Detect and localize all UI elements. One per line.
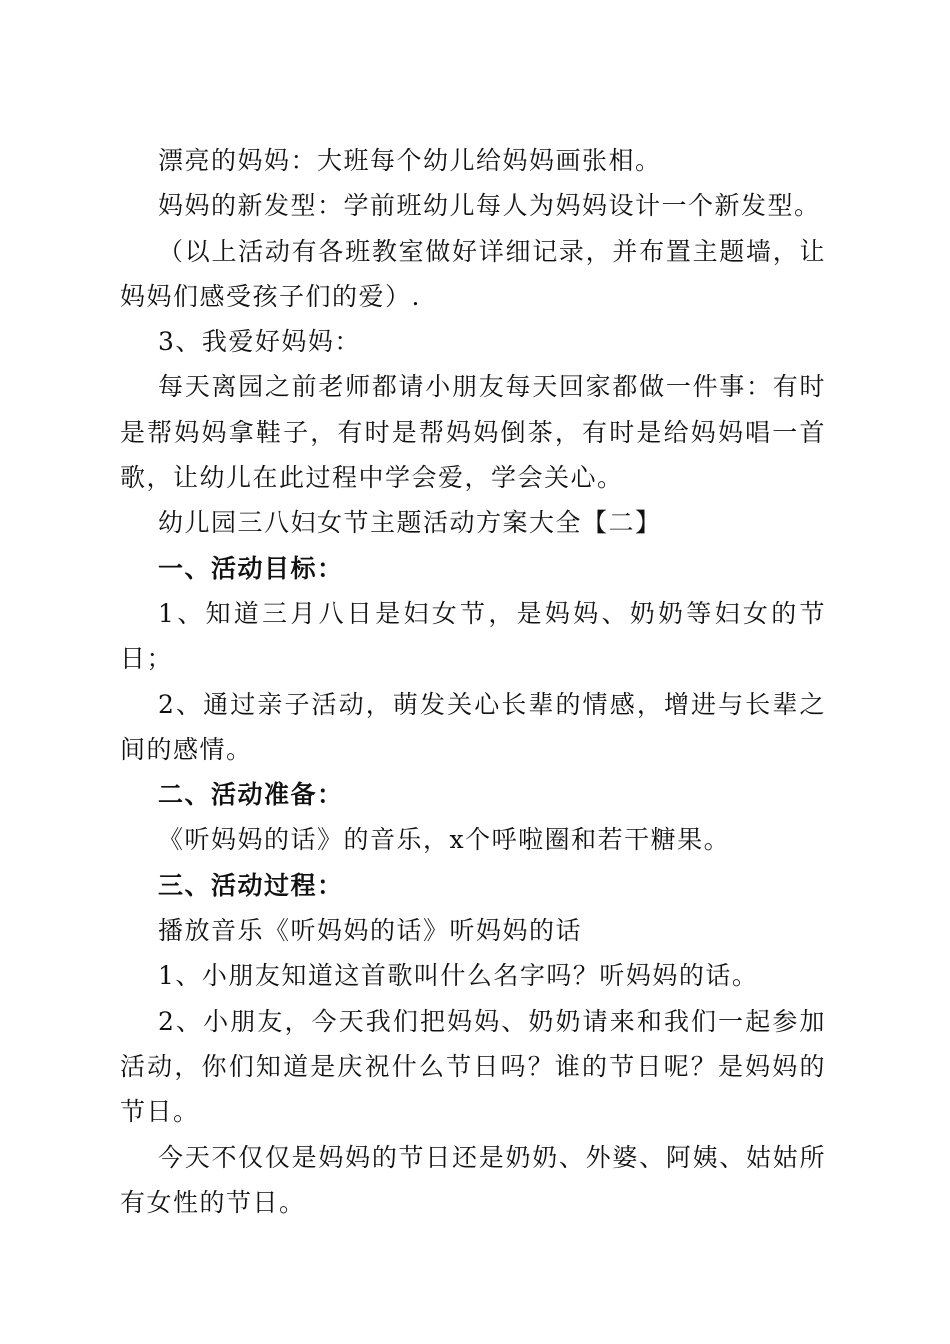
heading-activity-goals: 一、活动目标： [158,553,344,583]
heading-activity-preparation: 二、活动准备： [158,780,344,810]
paragraph-play-music: 播放音乐《听妈妈的话》听妈妈的话 [158,916,583,946]
paragraph-daily-task: 每天离园之前老师都请小朋友每天回家都做一件事：有时是帮妈妈拿鞋子，有时是帮妈妈倒茶，有时是给妈妈唱一首歌，让幼儿在此过程中学会爱，学会关心。 [120,372,826,493]
document-body [120,138,826,1225]
paragraph-process-1: 1、小朋友知道这首歌叫什么名字吗？听妈妈的话。 [158,961,759,991]
paragraph-goal-1: 1、知道三月八日是妇女节，是妈妈、奶奶等妇女的节日； [120,598,826,674]
paragraph-plan-title: 幼儿园三八妇女节主题活动方案大全【二】 [158,508,662,538]
heading-activity-process: 三、活动过程： [158,870,344,900]
paragraph-process-2: 2、小朋友，今天我们把妈妈、奶奶请来和我们一起参加活动，你们知道是庆祝什么节日吗？谁的节日呢？是妈妈的节日。 [120,1006,826,1127]
paragraph-new-hairstyle: 妈妈的新发型：学前班幼儿每人为妈妈设计一个新发型。 [158,191,821,221]
paragraph-goal-2: 2、通过亲子活动，萌发关心长辈的情感，增进与长辈之间的感情。 [120,689,826,764]
paragraph-activity-note: （以上活动有各班教室做好详细记录，并布置主题墙，让妈妈们感受孩子们的爱）. [120,236,826,311]
paragraph-womens-day: 今天不仅仅是妈妈的节日还是奶奶、外婆、阿姨、姑姑所有女性的节日。 [120,1142,826,1217]
paragraph-beautiful-mom: 漂亮的妈妈：大班每个幼儿给妈妈画张相。 [158,146,662,175]
paragraph-preparation: 《听妈妈的话》的音乐，x个呼啦圈和若干糖果。 [158,825,731,855]
paragraph-section-3: 3、我爱好妈妈： [158,327,361,357]
